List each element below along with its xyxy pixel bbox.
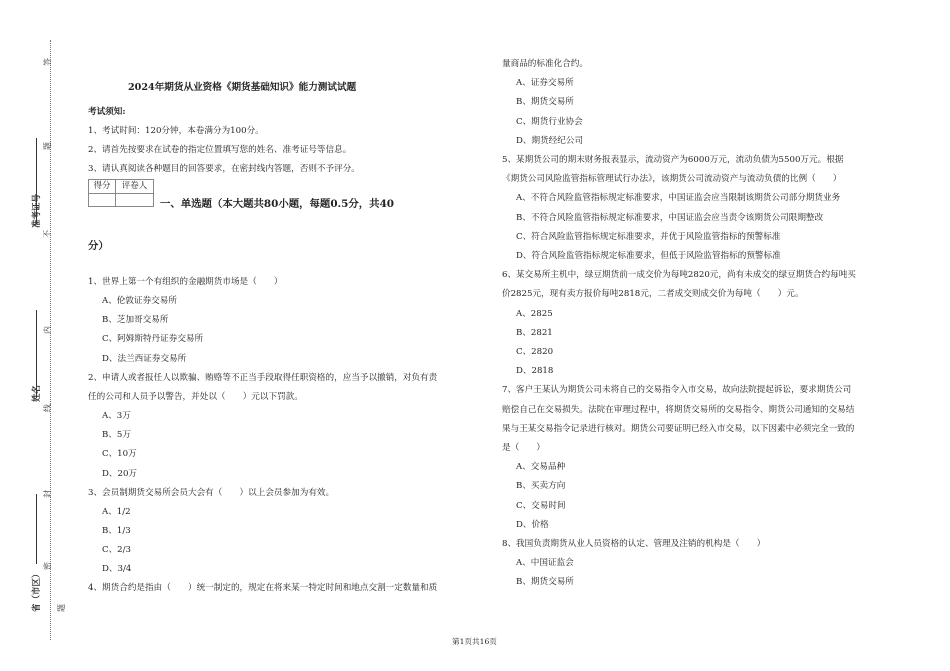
answer-option: B、2821 (516, 327, 553, 338)
answer-option: D、价格 (516, 519, 549, 530)
exam-number-label: 准考证号 (32, 193, 42, 228)
answer-option: B、买卖方向 (516, 481, 566, 492)
seal-char: 不 (43, 230, 52, 238)
answer-option: C、2/3 (102, 545, 131, 556)
answer-option: C、交易时间 (516, 500, 566, 511)
answer-option: A、3万 (102, 411, 131, 422)
question-stem: 5、某期货公司的期末财务报表显示，流动资产为6000万元，流动负债为5500万元。根据 (502, 155, 844, 165)
question-stem: 赔偿自己在交易损失。法院在审理过程中，将期货交易所的交易指令、期货公司通知的交易结 (502, 404, 855, 415)
answer-option: B、芝加哥交易所 (102, 315, 169, 326)
question-stem: 《期货公司风险监管指标管理试行办法》，该期货公司流动资产与流动负债的比例（ ） (502, 174, 842, 185)
question-stem: 4、期货合约是指由（ ）统一制定的，规定在将来某一特定时间和地点交割一定数量和质 (88, 583, 438, 594)
question-stem: 1、世界上第一个有组织的金融期货市场是（ ） (88, 277, 283, 287)
answer-option: A、伦敦证券交易所 (102, 296, 177, 307)
question-stem: 价2825元，现有卖方报价每吨2818元，二者成交则成交价为每吨（ ）元。 (502, 289, 804, 300)
answer-option: B、期货交易所 (516, 577, 574, 588)
seal-char: 答 (43, 58, 52, 66)
answer-option: C、2820 (516, 347, 554, 357)
answer-option: C、符合风险监管指标规定标准要求，并优于风险监管指标的预警标准 (516, 231, 781, 242)
seal-char: 封 (43, 490, 52, 498)
question-stem: 是（ ） (502, 443, 545, 453)
question-stem: 2、申请人或者报任人以欺骗、贿赂等不正当手段取得任职资格的，应当予以撤销，对负有责 (88, 372, 438, 383)
seal-char: 题 (57, 604, 66, 612)
answer-option: C、阿姆斯特丹证券交易所 (102, 334, 204, 345)
seal-char: 题 (43, 142, 52, 150)
answer-option: C、期货行业协会 (516, 116, 583, 127)
answer-option: B、期货交易所 (516, 97, 574, 108)
answer-option: D、20万 (102, 468, 138, 479)
score-label: 得分 (89, 180, 116, 193)
seal-dotted-line (50, 40, 51, 640)
seal-char: 密 (43, 562, 52, 570)
answer-option: A、不符合风险监管指标规定标准要求，中国证监会应当限制该期货公司部分期货业务 (516, 193, 841, 204)
region-label: 省（市区） (32, 569, 42, 612)
question-stem: 7、客户王某认为期货公司未将自己的交易指令入市交易，故向法院提起诉讼，要求期货公司 (502, 385, 852, 396)
notice-heading: 考试须知: (88, 107, 126, 117)
answer-option: C、10万 (102, 449, 137, 460)
section-heading: 一、单选题（本大题共80小题，每题0.5分，共40 (160, 198, 395, 210)
answer-option: B、5万 (102, 430, 131, 441)
question-stem: 量商品的标准化合约。 (502, 59, 588, 69)
answer-option: D、期货经纪公司 (516, 135, 584, 146)
answer-option: B、不符合风险监管指标规定标准要求，中国证监会应当责令该期货公司限期整改 (516, 212, 824, 223)
name-line (36, 310, 37, 398)
notice-item: 3、请认真阅读各种题目的回答要求，在密封线内答题，否则不予评分。 (88, 164, 360, 174)
notice-item: 1、考试时间：120分钟，本卷满分为100分。 (88, 126, 264, 136)
question-stem: 3、会员制期货交易所会员大会有（ ）以上会员参加为有效。 (88, 487, 335, 498)
notice-item: 2、请首先按要求在试卷的指定位置填写您的姓名、准考证号等信息。 (88, 145, 352, 155)
seal-char: 线 (43, 404, 52, 412)
answer-option: D、2818 (516, 366, 554, 377)
name-label: 姓名 (32, 384, 42, 402)
answer-option: D、3/4 (102, 564, 132, 575)
question-stem: 6、某交易所主机中，绿豆期货前一成交价为每吨2820元，尚有未成交的绿豆期货合约每吨买 (502, 270, 856, 281)
answer-option: A、2825 (516, 308, 553, 319)
question-stem: 果与王某交易指令记录进行核对。期货公司要证明已经入市交易，以下因素中必须完全一致的 (502, 423, 855, 434)
question-stem: 任的公司和人员予以警告，并处以（ ）元以下罚款。 (88, 391, 303, 402)
question-stem: 8、我国负责期货从业人员资格的认定、管理及注销的机构是（ ） (502, 539, 766, 549)
score-box (88, 179, 154, 207)
answer-option: A、交易品种 (516, 462, 566, 473)
grader-label: 评卷人 (121, 181, 148, 191)
region-line (36, 494, 37, 564)
page-number: 第1页共16页 (452, 637, 497, 646)
answer-option: D、符合风险监管指标规定标准要求，但低于风险监管指标的预警标准 (516, 251, 781, 261)
answer-option: B、1/3 (102, 525, 131, 536)
seal-char: 内 (43, 326, 52, 334)
page-title: 2024年期货从业资格《期货基础知识》能力测试试题 (128, 82, 357, 93)
answer-option: D、法兰西证券交易所 (102, 353, 187, 364)
answer-option: A、1/2 (102, 506, 131, 517)
exam-number-line (36, 138, 37, 224)
answer-option: A、中国证监会 (516, 558, 574, 569)
section-heading-cont: 分） (88, 240, 109, 252)
answer-option: A、证券交易所 (516, 78, 574, 89)
